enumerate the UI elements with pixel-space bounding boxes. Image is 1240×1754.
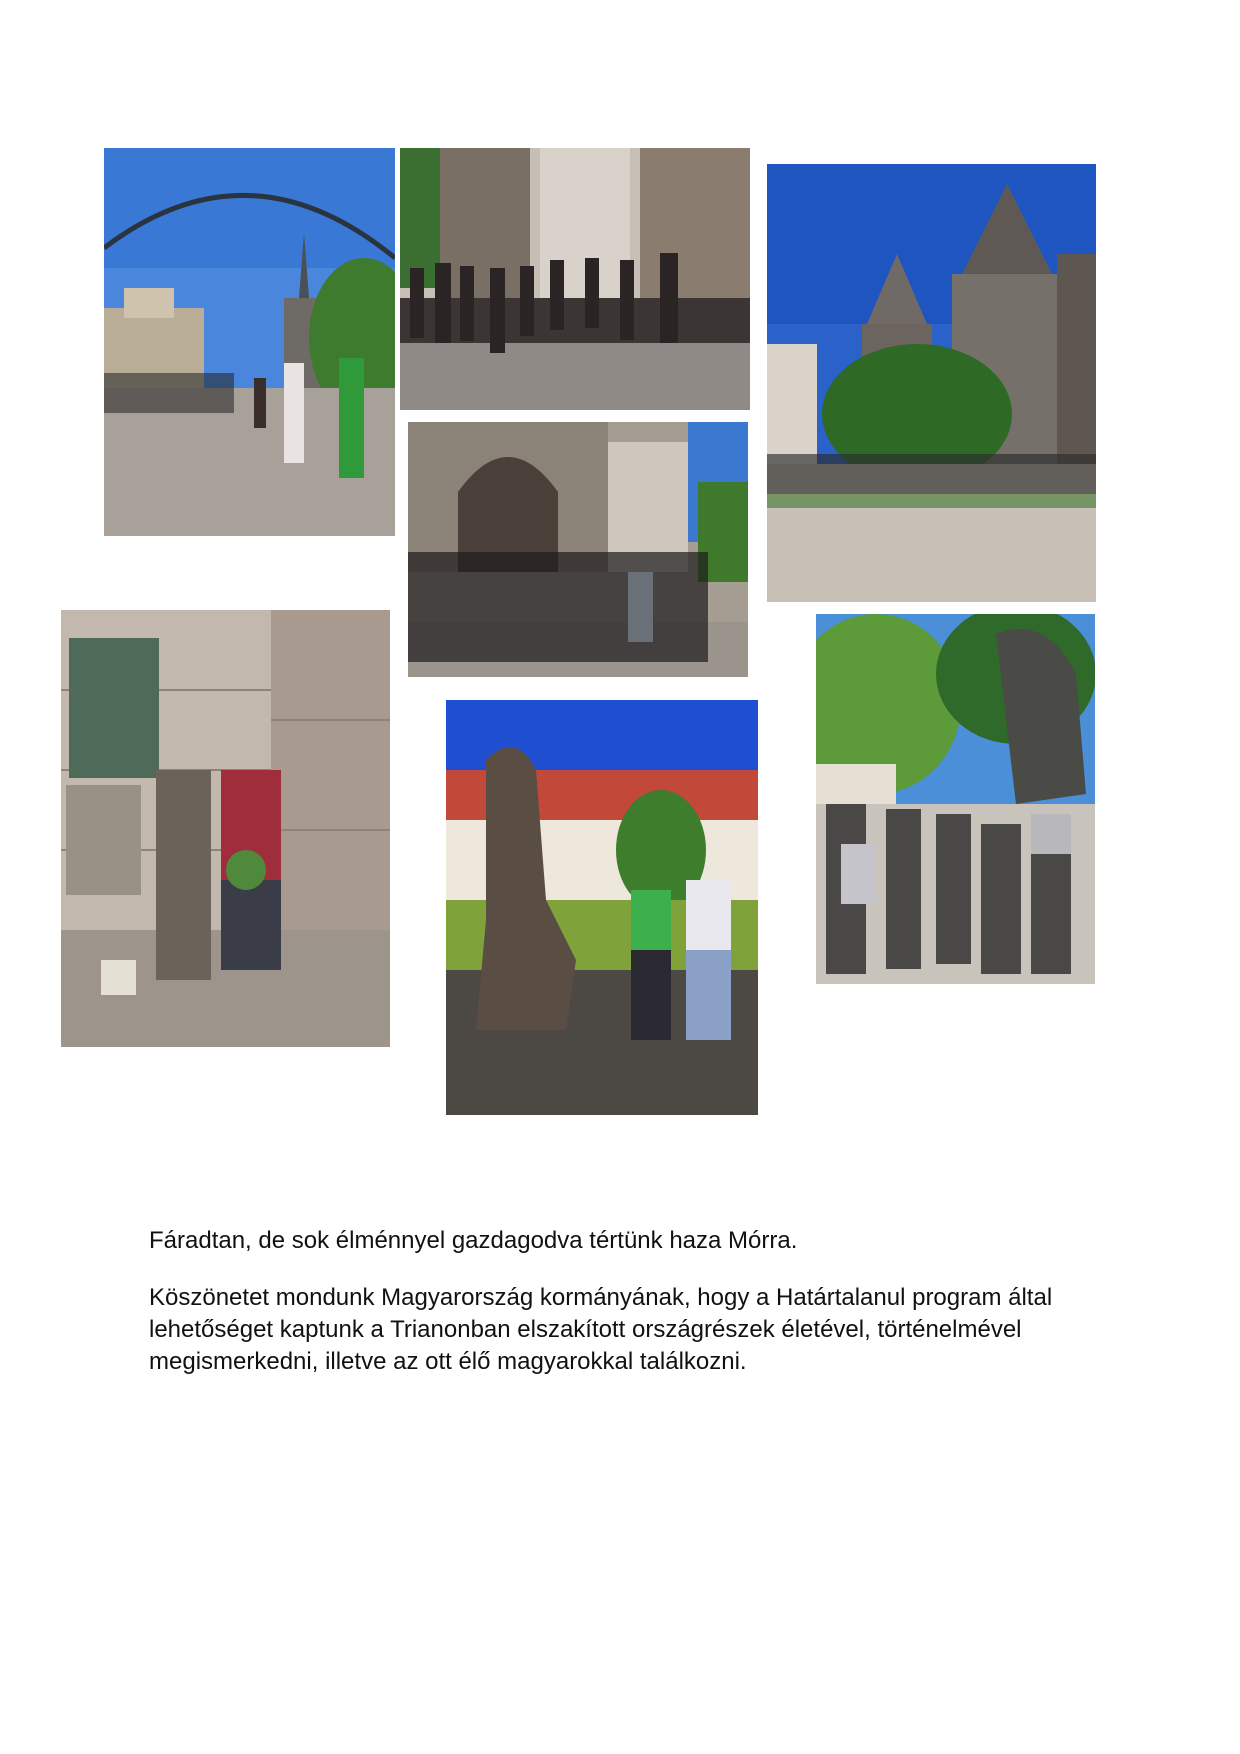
photo-pedestrian-street xyxy=(104,148,395,536)
paragraph-acknowledgement: Köszönetet mondunk Magyarország kormányának, hogy a Határtalanul program által lehetőséget kaptunk a Trianonban elszakított országrészek életével, történelmével megismerkedni, illetve az ott élő magyarokkal találkozni. xyxy=(149,1284,1053,1375)
photo-memorial-plaque-wreath xyxy=(61,610,390,1047)
photo-statue-wreath xyxy=(446,700,758,1115)
photo-group-in-park xyxy=(816,614,1095,984)
photo-cathedral-group xyxy=(767,164,1096,602)
paragraph-return-home: Fáradtan, de sok élménnyel gazdagodva tértünk haza Mórra. xyxy=(149,1227,798,1254)
photo-group-at-church-wall xyxy=(400,148,750,410)
photo-gothic-portal-group xyxy=(408,422,748,677)
